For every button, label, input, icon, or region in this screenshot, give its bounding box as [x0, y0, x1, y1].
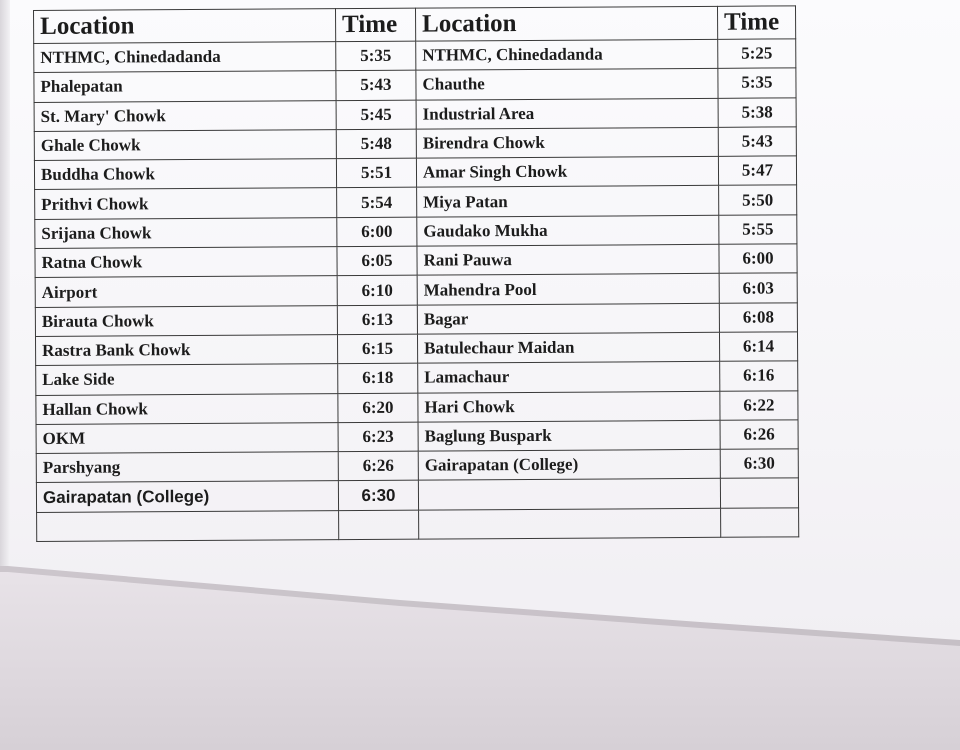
route-b-time: 5:38 [718, 97, 796, 127]
paper-edge [0, 0, 10, 566]
route-b-location: Gaudako Mukha [417, 215, 719, 246]
route-a-location: NTHMC, Chinedadanda [34, 42, 336, 73]
route-a-location: Gairapatan (College) [36, 481, 338, 512]
route-b-location: Mahendra Pool [417, 274, 719, 305]
location-header-a: Location [34, 9, 336, 44]
route-a-location: Hallan Chowk [36, 393, 338, 424]
route-b-time: 5:43 [718, 127, 796, 157]
route-a-location: Airport [35, 276, 337, 307]
route-b-time: 6:16 [720, 361, 798, 391]
location-header-b: Location [415, 6, 717, 41]
table-row [36, 361, 798, 395]
route-a-location: Rastra Bank Chowk [35, 335, 337, 366]
route-a-time: 6:18 [338, 363, 418, 393]
table-row [35, 303, 797, 337]
route-b-location: Batulechaur Maidan [417, 332, 719, 363]
route-a-time: 5:45 [336, 100, 416, 130]
route-a-time: 6:10 [337, 276, 417, 306]
route-b-location: Hari Chowk [418, 391, 720, 422]
route-b-location: Chauthe [416, 69, 718, 100]
route-b-time: 5:25 [718, 39, 796, 69]
route-a-location: Buddha Chowk [34, 159, 336, 190]
route-b-location: Bagar [417, 303, 719, 334]
route-b-time: 5:47 [718, 156, 796, 186]
route-a-location: Birauta Chowk [35, 305, 337, 336]
table-row [36, 420, 798, 454]
table-row [36, 478, 798, 512]
route-a-time: 5:48 [336, 129, 416, 159]
table-row [36, 390, 798, 424]
route-a-location: Ratna Chowk [35, 247, 337, 278]
route-b-location: Industrial Area [416, 98, 718, 129]
route-b-time: 6:03 [719, 273, 797, 303]
route-b-time: 6:14 [719, 332, 797, 362]
route-b-location: Miya Patan [417, 186, 719, 217]
route-a-time [339, 510, 419, 540]
time-header-b: Time [717, 6, 795, 39]
table-row [35, 273, 797, 307]
route-a-time: 5:51 [336, 158, 416, 188]
route-a-time: 6:13 [337, 305, 417, 335]
route-a-location: Lake Side [36, 364, 338, 395]
table-row [34, 127, 796, 161]
table-row [37, 508, 799, 542]
table-row [34, 68, 796, 102]
route-a-location: Phalepatan [34, 71, 336, 102]
route-b-time: 6:30 [720, 449, 798, 479]
route-b-time: 6:00 [719, 244, 797, 274]
route-b-location: Rani Pauwa [417, 244, 719, 275]
route-b-location [419, 508, 721, 539]
route-a-location: Prithvi Chowk [35, 188, 337, 219]
route-a-location: Ghale Chowk [34, 130, 336, 161]
route-b-location: Amar Singh Chowk [416, 157, 718, 188]
header-row [34, 6, 796, 44]
route-b-location: Baglung Buspark [418, 420, 720, 451]
route-a-time: 6:26 [338, 451, 418, 481]
route-a-time: 6:00 [337, 217, 417, 247]
route-a-location: Srijana Chowk [35, 217, 337, 248]
route-a-time: 5:43 [336, 70, 416, 100]
route-b-time [720, 478, 798, 508]
route-b-time: 6:22 [720, 390, 798, 420]
route-a-time: 6:15 [337, 334, 417, 364]
route-b-location: NTHMC, Chinedadanda [416, 39, 718, 70]
route-b-location: Lamachaur [418, 362, 720, 393]
route-b-location: Birendra Chowk [416, 127, 718, 158]
table-row [35, 185, 797, 219]
route-a-location [37, 510, 339, 541]
route-b-time: 5:50 [719, 185, 797, 215]
route-a-location: OKM [36, 423, 338, 454]
table-row [35, 215, 797, 249]
time-header-a: Time [335, 8, 415, 41]
route-b-location: Gairapatan (College) [418, 449, 720, 480]
route-a-time: 6:05 [337, 246, 417, 276]
route-b-location [418, 479, 720, 510]
table-row [35, 244, 797, 278]
bus-schedule-table [33, 5, 799, 542]
table-row [36, 449, 798, 483]
route-a-time: 6:30 [338, 481, 418, 511]
route-a-time: 6:23 [338, 422, 418, 452]
table-row [34, 39, 796, 73]
route-a-time: 5:35 [336, 41, 416, 71]
table-row [35, 332, 797, 366]
route-a-time: 6:20 [338, 393, 418, 423]
route-b-time: 6:26 [720, 420, 798, 450]
route-a-location: Parshyang [36, 452, 338, 483]
table-row [34, 156, 796, 190]
route-a-location: St. Mary' Chowk [34, 100, 336, 131]
route-b-time: 5:35 [718, 68, 796, 98]
table-row [34, 97, 796, 131]
route-a-time: 5:54 [337, 188, 417, 218]
route-b-time: 6:08 [719, 303, 797, 333]
route-b-time: 5:55 [719, 215, 797, 245]
route-b-time [721, 508, 799, 538]
